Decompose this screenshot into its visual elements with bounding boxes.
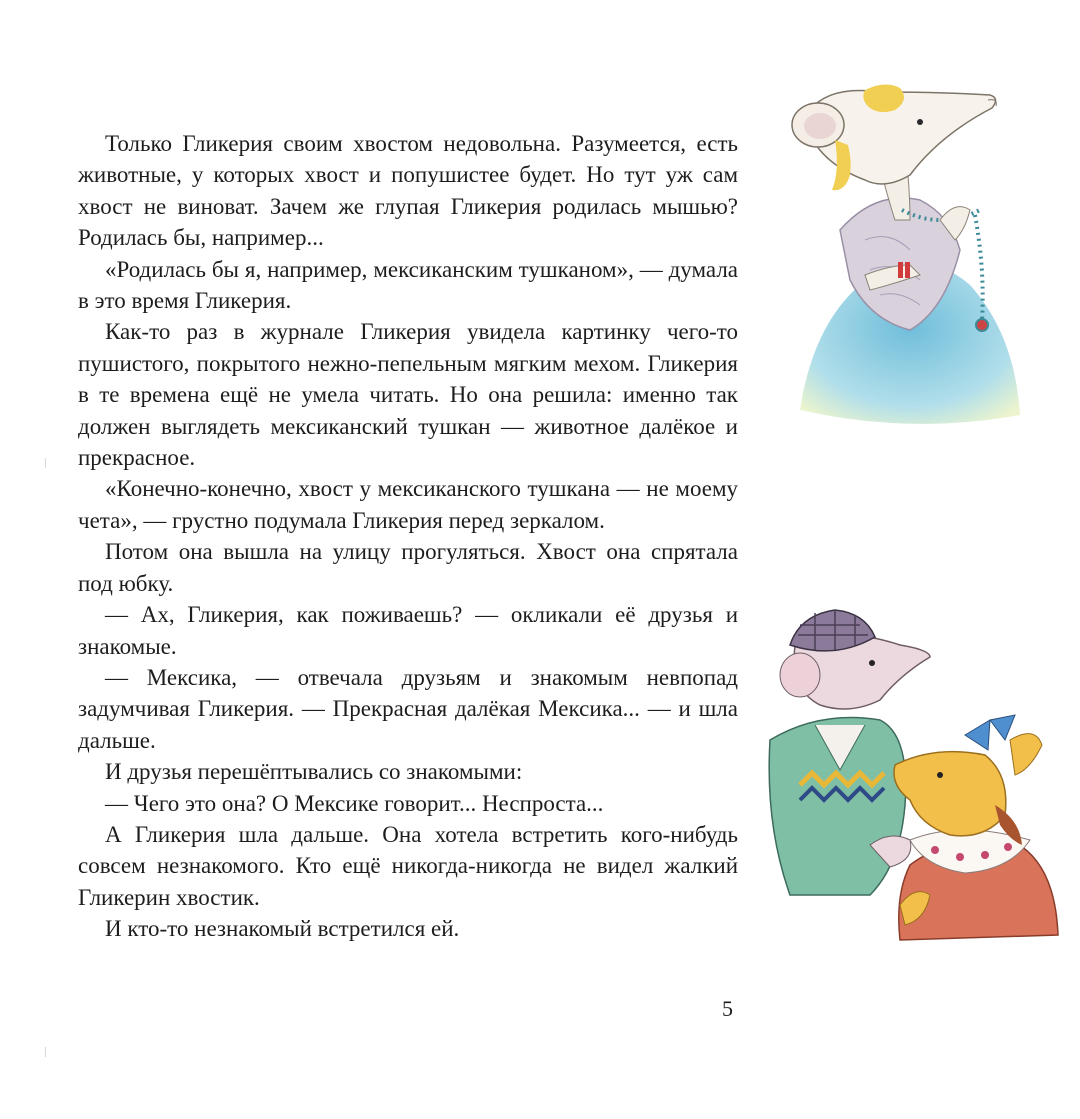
scan-mark-top — [45, 458, 46, 468]
paragraph-8: И друзья перешёптывались со знакомыми: — [105, 759, 523, 785]
rat-and-squirrel-illustration — [760, 605, 1070, 975]
paragraph-10: А Гликерия шла дальше. Она хотела встретить кого-нибудь совсем незнакомого. Кто ещё никогда-никогда не видел жалкий Гликерин хвостик. — [78, 821, 738, 910]
scan-mark-bottom — [45, 1047, 46, 1057]
paragraph-9: — Чего это она? О Мексике говорит... Неспроста... — [105, 790, 604, 816]
paragraph-11: И кто-то незнакомый встретился ей. — [105, 916, 460, 942]
paragraph-7: — Мексика, — отвечала друзьям и знакомым невпопад задумчивая Гликерия. — Прекрасная далёкая Мексика... — и шла дальше. — [78, 664, 738, 753]
page-number: 5 — [722, 996, 733, 1021]
paragraph-2: «Родилась бы я, например, мексиканским тушканом», — думала в это время Гликерия. — [78, 256, 738, 314]
paragraph-4: «Конечно-конечно, хвост у мексиканского тушкана — не моему чета», — грустно подумала Гликерия перед зеркалом. — [78, 476, 738, 533]
story-text — [78, 128, 738, 945]
paragraph-6: — Ах, Гликерия, как поживаешь? — окликали её друзья и знакомые. — [78, 602, 738, 659]
paragraph-5: Потом она вышла на улицу прогуляться. Хвост она спрятала под юбку. — [78, 539, 738, 596]
mouse-glikeria-illustration — [770, 80, 1030, 440]
paragraph-1: Только Гликерия своим хвостом недовольна. Разумеется, есть животные, у которых хвост и попушистее будет. Но тут уж сам хвост не виноват. Зачем же глупая Гликерия родилась мышью? Родилась бы, например... — [78, 131, 738, 251]
paragraph-3: Как-то раз в журнале Гликерия увидела картинку чего-то пушистого, покрытого нежно-пепельным мягким мехом. Гликерия в те времена ещё не умела читать. Но она решила: именно так должен выглядеть мексиканский тушкан — животное далёкое и прекрасное. — [78, 319, 738, 471]
